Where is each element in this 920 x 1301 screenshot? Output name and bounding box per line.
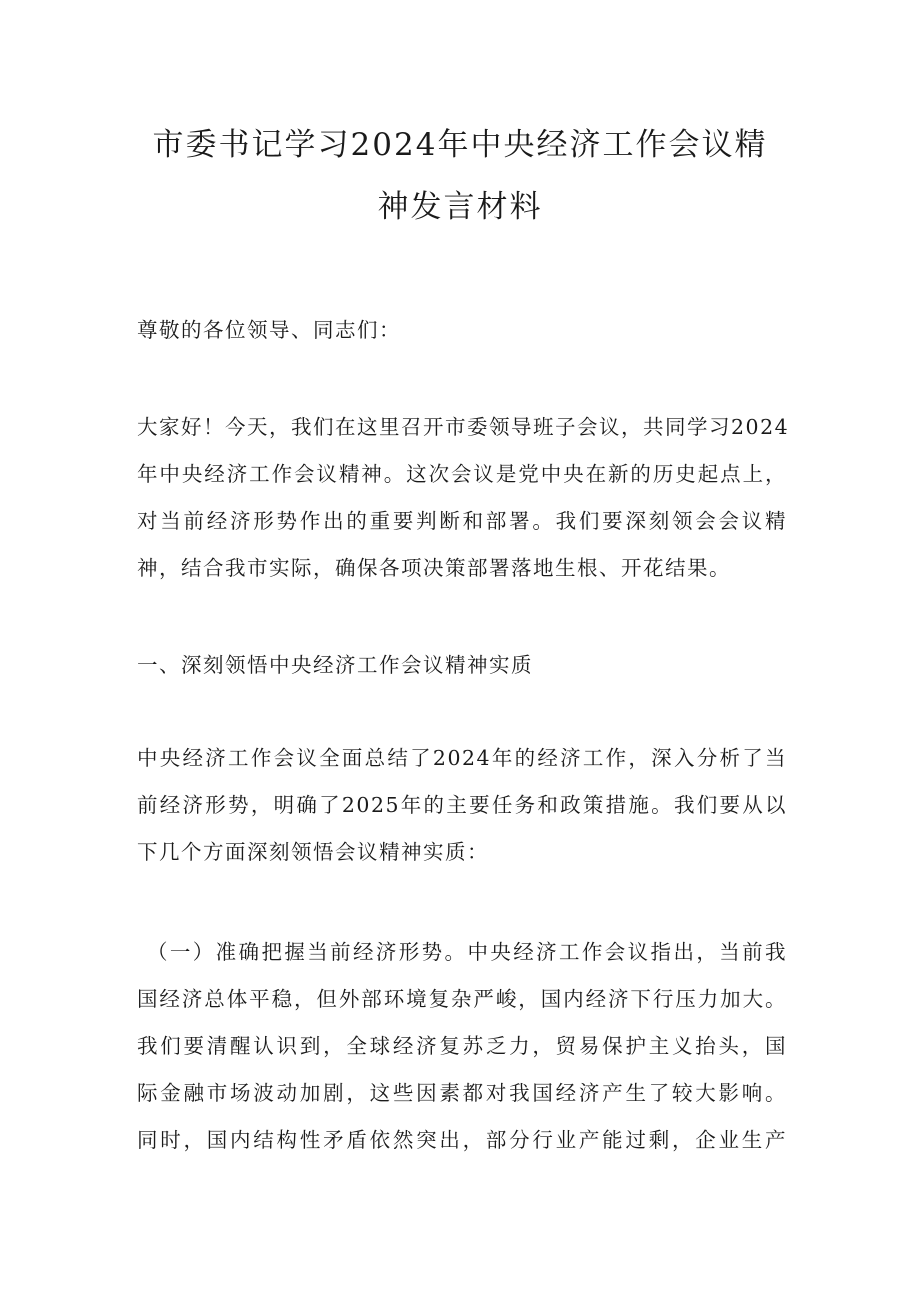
paragraph-line: 中央经济工作会议全面总结了2024年的经济工作，深入分析了当 [137, 746, 787, 770]
paragraph-line: 年中央经济工作会议精神。这次会议是党中央在新的历史起点上， [137, 462, 787, 486]
salutation-text: 尊敬的各位领导、同志们： [137, 318, 401, 342]
paragraph-line: 同时，国内结构性矛盾依然突出，部分行业产能过剩，企业生产 [137, 1128, 787, 1152]
paragraph-line: 对当前经济形势作出的重要判断和部署。我们要深刻领会会议精 [137, 509, 787, 533]
paragraph-line: 际金融市场波动加剧，这些因素都对我国经济产生了较大影响。 [137, 1081, 787, 1105]
document-title-line-2: 神发言材料 [377, 189, 543, 225]
paragraph-line: 我们要清醒认识到，全球经济复苏乏力，贸易保护主义抬头，国 [137, 1034, 787, 1058]
section-heading-text: 一、深刻领悟中央经济工作会议精神实质 [137, 653, 533, 677]
paragraph-line: 前经济形势，明确了2025年的主要任务和政策措施。我们要从以 [137, 793, 787, 817]
paragraph-line: 大家好！今天，我们在这里召开市委领导班子会议，共同学习2024 [137, 415, 790, 439]
paragraph-line: 国经济总体平稳，但外部环境复杂严峻，国内经济下行压力加大。 [137, 987, 787, 1011]
document-title-line-1: 市委书记学习2024年中央经济工作会议精 [152, 127, 768, 163]
paragraph-line: （一）准确把握当前经济形势。中央经济工作会议指出，当前我 [147, 940, 787, 964]
paragraph-line: 下几个方面深刻领悟会议精神实质： [137, 840, 489, 864]
paragraph-line: 神，结合我市实际，确保各项决策部署落地生根、开花结果。 [137, 556, 731, 580]
